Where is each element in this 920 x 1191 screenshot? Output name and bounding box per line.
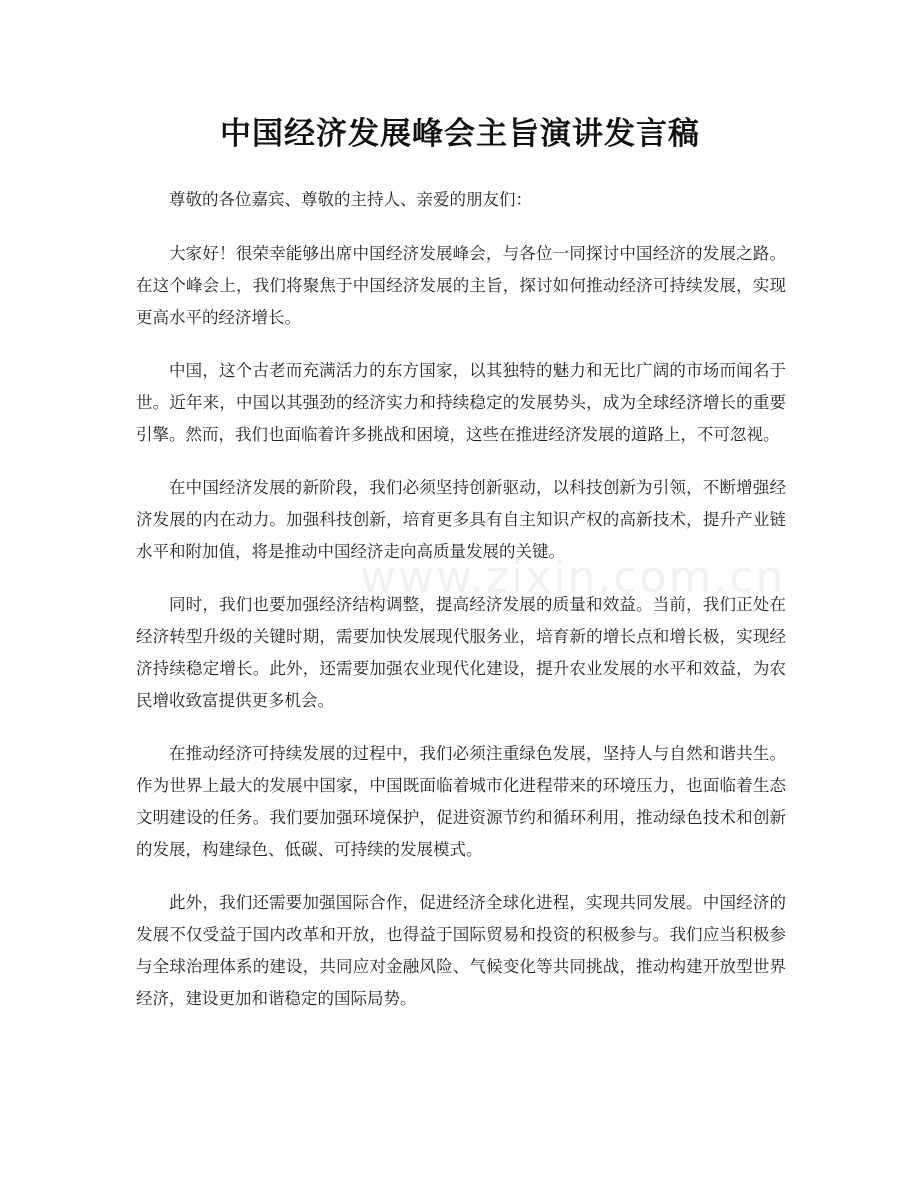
body-paragraph: 在推动经济可持续发展的过程中，我们必须注重绿色发展，坚持人与自然和谐共生。作为世界上最大的发展中国家，中国既面临着城市化进程带来的环境压力，也面临着生态文明建设的任务。我们要加强环境保护，促进资源节约和循环利用，推动绿色技术和创新的发展，构建绿色、低碳、可持续的发展模式。: [136, 744, 786, 859]
salutation-paragraph: 尊敬的各位嘉宾、尊敬的主持人、亲爱的朋友们：: [169, 190, 532, 209]
page-title: 中国经济发展峰会主旨演讲发言稿: [220, 116, 700, 152]
watermark-text: www.zixin.com.cn: [360, 552, 786, 603]
speech-body: [136, 184, 786, 1036]
body-paragraph: 在中国经济发展的新阶段，我们必须坚持创新驱动，以科技创新为引领，不断增强经济发展的内在动力。加强科技创新，培育更多具有自主知识产权的高新技术，提升产业链水平和附加值，将是推动中国经济走向高质量发展的关键。: [136, 478, 786, 561]
body-paragraph: 大家好！很荣幸能够出席中国经济发展峰会，与各位一同探讨中国经济的发展之路。在这个峰会上，我们将聚焦于中国经济发展的主旨，探讨如何推动经济可持续发展，实现更高水平的经济增长。: [136, 244, 786, 327]
body-paragraph: 中国，这个古老而充满活力的东方国家，以其独特的魅力和无比广阔的市场而闻名于世。近年来，中国以其强劲的经济实力和持续稳定的发展势头，成为全球经济增长的重要引擎。然而，我们也面临着许多挑战和困境，这些在推进经济发展的道路上，不可忽视。: [136, 361, 786, 444]
body-paragraph: 同时，我们也要加强经济结构调整，提高经济发展的质量和效益。当前，我们正处在经济转型升级的关键时期，需要加快发展现代服务业，培育新的增长点和增长极，实现经济持续稳定增长。此外，还需要加强农业现代化建设，提升农业发展的水平和效益，为农民增收致富提供更多机会。: [136, 595, 786, 710]
body-paragraph: 此外，我们还需要加强国际合作，促进经济全球化进程，实现共同发展。中国经济的发展不仅受益于国内改革和开放，也得益于国际贸易和投资的积极参与。我们应当积极参与全球治理体系的建设，共同应对金融风险、气候变化等共同挑战，推动构建开放型世界经济，建设更加和谐稳定的国际局势。: [136, 893, 786, 1008]
